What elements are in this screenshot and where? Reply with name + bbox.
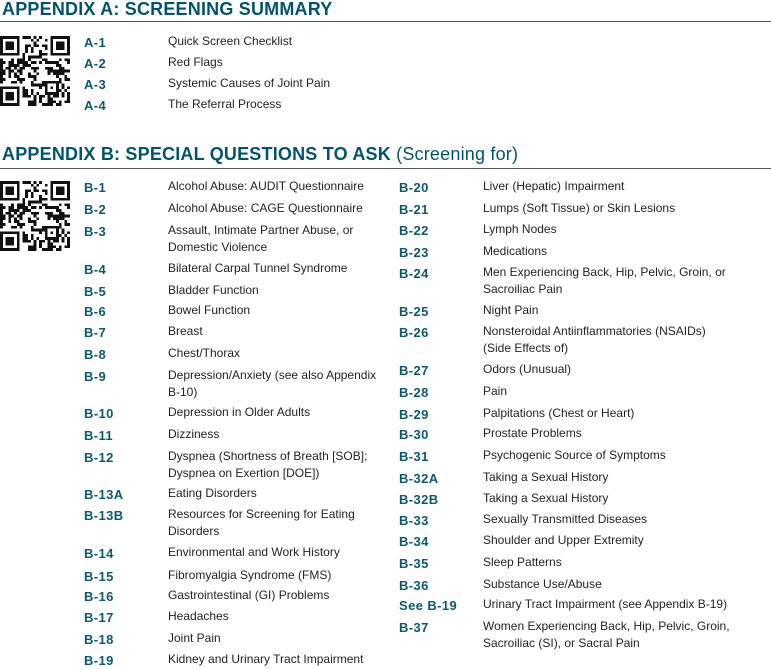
entry-code: B-37 xyxy=(399,620,429,635)
entry-label: Alcohol Abuse: AUDIT Questionnaire xyxy=(168,179,364,193)
entry-label: Chest/Thorax xyxy=(168,346,241,360)
entry-code: B-34 xyxy=(399,534,429,549)
appendix-a-title: APPENDIX A: SCREENING SUMMARY xyxy=(2,0,333,19)
entry-label: Taking a Sexual History xyxy=(483,491,609,505)
entry-code: B-33 xyxy=(399,513,429,528)
entry-code: B-27 xyxy=(399,363,429,378)
entry-label: Assault, Intimate Partner Abuse, or Domestic Violence xyxy=(168,223,354,254)
entry-label: Bladder Function xyxy=(168,283,259,297)
appendix-b-title-text: APPENDIX B: SPECIAL QUESTIONS TO ASK xyxy=(2,144,391,164)
entry-code: B-29 xyxy=(399,407,429,422)
entry-label: Urinary Tract Impairment (see Appendix B-19) xyxy=(483,597,728,611)
entry-label: Dizziness xyxy=(168,427,220,441)
entry-code: B-25 xyxy=(399,304,429,319)
entry-code: B-23 xyxy=(399,245,429,260)
entry-code: B-18 xyxy=(84,632,114,647)
entry-label: Joint Pain xyxy=(168,631,221,645)
entry-code: B-36 xyxy=(399,578,429,593)
entry-label: Fibromyalgia Syndrome (FMS) xyxy=(168,568,332,582)
entry-code: B-16 xyxy=(84,589,114,604)
entry-code: B-8 xyxy=(84,347,107,362)
entry-code: B-30 xyxy=(399,427,429,442)
entry-code: A-2 xyxy=(84,56,107,71)
entry-label: Sleep Patterns xyxy=(483,555,562,569)
entry-label: Odors (Unusual) xyxy=(483,362,572,376)
entry-code: B-5 xyxy=(84,284,107,299)
entry-code: B-6 xyxy=(84,304,107,319)
entry-label: Medications xyxy=(483,244,548,258)
entry-label: Substance Use/Abuse xyxy=(483,577,602,591)
entry-code: B-2 xyxy=(84,202,107,217)
entry-label: Liver (Hepatic) Impairment xyxy=(483,179,625,193)
entry-label: Depression/Anxiety (see also Appendix B-10) xyxy=(168,368,377,399)
entry-label: Headaches xyxy=(168,609,229,623)
entry-label: Breast xyxy=(168,324,203,338)
entry-label: Dyspnea (Shortness of Breath [SOB]; Dyspnea on Exertion [DOE]) xyxy=(168,449,368,480)
entry-code: B-20 xyxy=(399,180,429,195)
entry-label: Depression in Older Adults xyxy=(168,405,311,419)
entry-code: B-11 xyxy=(84,428,114,443)
entry-code: B-28 xyxy=(399,385,429,400)
entry-label: Men Experiencing Back, Hip, Pelvic, Groin, or Sacroiliac Pain xyxy=(483,265,726,296)
entry-code: B-14 xyxy=(84,546,114,561)
entry-label: Kidney and Urinary Tract Impairment xyxy=(168,652,364,666)
entry-code: A-4 xyxy=(84,98,107,113)
entry-code: B-22 xyxy=(399,223,429,238)
entry-label: Bowel Function xyxy=(168,303,251,317)
entry-label: Red Flags xyxy=(168,55,223,69)
entry-code: B-9 xyxy=(84,369,107,384)
entry-code: B-32A xyxy=(399,471,439,486)
entry-code: B-19 xyxy=(84,653,114,668)
entry-code: B-17 xyxy=(84,610,114,625)
entry-code: A-1 xyxy=(84,35,107,50)
entry-code: B-7 xyxy=(84,325,107,340)
entry-code: A-3 xyxy=(84,77,107,92)
entry-label: Shoulder and Upper Extremity xyxy=(483,533,644,547)
entry-code: B-31 xyxy=(399,449,429,464)
entry-code: B-32B xyxy=(399,492,439,507)
entry-label: Palpitations (Chest or Heart) xyxy=(483,406,635,420)
entry-label: Bilateral Carpal Tunnel Syndrome xyxy=(168,261,348,275)
entry-code: B-1 xyxy=(84,180,107,195)
entry-code: B-13B xyxy=(84,508,124,523)
appendix-b-title xyxy=(2,144,518,165)
entry-label: Systemic Causes of Joint Pain xyxy=(168,76,331,90)
entry-label: Lumps (Soft Tissue) or Skin Lesions xyxy=(483,201,676,215)
entry-code: B-13A xyxy=(84,487,124,502)
qr-code-icon[interactable] xyxy=(0,181,70,251)
entry-code: B-15 xyxy=(84,569,114,584)
entry-code: B-26 xyxy=(399,325,429,340)
entry-label: Taking a Sexual History xyxy=(483,470,609,484)
entry-label: Women Experiencing Back, Hip, Pelvic, Groin, Sacroiliac (SI), or Sacral Pain xyxy=(483,619,730,650)
entry-label: Environmental and Work History xyxy=(168,545,340,559)
entry-code: B-12 xyxy=(84,450,114,465)
entry-label: Quick Screen Checklist xyxy=(168,34,293,48)
entry-label: Night Pain xyxy=(483,303,539,317)
entry-label: Sexually Transmitted Diseases xyxy=(483,512,648,526)
entry-label: The Referral Process xyxy=(168,97,282,111)
entry-label: Prostate Problems xyxy=(483,426,582,440)
entry-code: B-35 xyxy=(399,556,429,571)
entry-label: Pain xyxy=(483,384,508,398)
entry-code: B-10 xyxy=(84,406,114,421)
entry-label: Psychogenic Source of Symptoms xyxy=(483,448,666,462)
entry-label: Eating Disorders xyxy=(168,486,257,500)
entry-code: See B-19 xyxy=(399,598,458,613)
entry-code: B-3 xyxy=(84,224,107,239)
entry-label: Nonsteroidal Antiinflammatories (NSAIDs) (Side Effects of) xyxy=(483,324,706,355)
entry-code: B-21 xyxy=(399,202,429,217)
entry-label: Resources for Screening for Eating Disorders xyxy=(168,507,355,538)
entry-label: Lymph Nodes xyxy=(483,222,557,236)
entry-code: B-24 xyxy=(399,266,429,281)
entry-label: Gastrointestinal (GI) Problems xyxy=(168,588,330,602)
entry-code: B-4 xyxy=(84,262,107,277)
entry-label: Alcohol Abuse: CAGE Questionnaire xyxy=(168,201,363,215)
appendix-b-rule xyxy=(0,168,771,169)
appendix-b-subtitle: (Screening for) xyxy=(390,144,519,164)
